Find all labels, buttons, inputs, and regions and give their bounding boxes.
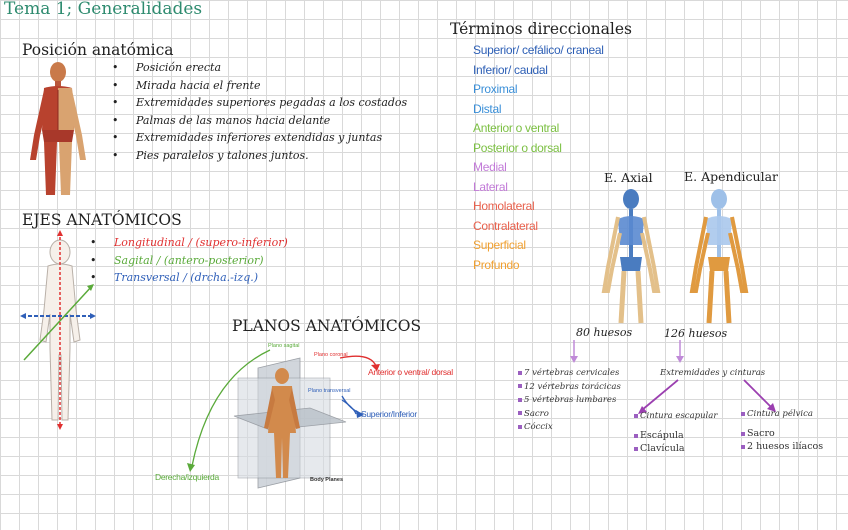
plano-sagital-label: Plano sagital [268, 343, 300, 349]
skeleton-apendicular-image [684, 187, 754, 327]
eje-transversal-label: Transversal / (drcha.-izq.) [114, 271, 259, 284]
bullet-square-icon [741, 445, 745, 449]
bullet-square-icon [634, 434, 638, 438]
termino-item: Distal [473, 101, 502, 116]
eje-longitudinal-label: Longitudinal / (supero-inferior) [114, 236, 288, 249]
terminos-list [473, 41, 604, 275]
termino-item: Medial [473, 160, 507, 174]
pelvica-item [741, 427, 823, 440]
eje-longitudinal [90, 234, 288, 252]
ejes-figure-image [18, 230, 98, 430]
termino-item: Contralateral [473, 218, 538, 233]
pelvica-item-label: Sacro [747, 428, 775, 439]
bullet-square-icon [518, 398, 522, 402]
bullet-square-icon [518, 425, 522, 429]
page-title: Tema 1; Generalidades [4, 0, 203, 19]
termino-item: Profundo [473, 257, 520, 272]
termino-item: Anterior o ventral [473, 121, 559, 135]
anatomy-figure-image [22, 60, 94, 200]
plano-transversal-label: Plano transversal [308, 388, 351, 394]
axial-item [518, 421, 621, 435]
cintura-escapular [634, 411, 717, 421]
bullet-square-icon [518, 371, 522, 375]
termino-item: Inferior/ caudal [473, 62, 548, 77]
escapular-item-label: Escápula [640, 430, 684, 441]
list-item: • Pies paralelos y talones juntos. [112, 147, 407, 165]
pelvica-item-label: 2 huesos ilíacos [747, 441, 824, 452]
eje-transversal [90, 269, 288, 287]
axial-count: 80 huesos [576, 326, 633, 339]
skeleton-axial-image [596, 187, 666, 327]
posicion-list [112, 59, 407, 164]
apendicular-count: 126 huesos [664, 327, 728, 340]
bullet-square-icon [518, 411, 522, 415]
ejes-heading: EJES ANATÓMICOS [22, 211, 182, 229]
axial-item-label: Cóccix [524, 422, 553, 432]
escapular-list [634, 429, 685, 455]
escapular-item [634, 442, 685, 455]
axial-heading: E. Axial [604, 170, 653, 185]
apendicular-title: Extremidades y cinturas [660, 368, 766, 378]
axial-item [518, 381, 621, 395]
list-item: • Mirada hacia el frente [112, 77, 407, 95]
list-item: • Palmas de las manos hacia delante [112, 112, 407, 130]
pelvica-list [741, 427, 823, 453]
anterior-dorsal-label: Anterior o ventral/ dorsal [368, 367, 453, 377]
escapular-item [634, 429, 685, 442]
list-item: • Extremidades superiores pegadas a los costados [112, 94, 407, 112]
cintura-pelvica [741, 409, 813, 419]
termino-item: Proximal [473, 82, 518, 96]
termino-item: Posterior o dorsal [473, 140, 562, 155]
posicion-heading: Posición anatómica [22, 41, 174, 59]
apendicular-heading: E. Apendicular [684, 169, 779, 184]
derecha-izquierda-label: Derecha/izquierda [155, 472, 219, 482]
axial-item [518, 367, 621, 381]
axial-item-label: 5 vértebras lumbares [524, 395, 617, 405]
list-item: • Posición erecta [112, 59, 407, 77]
terminos-heading: Términos direccionales [450, 20, 632, 38]
bullet-square-icon [741, 412, 745, 416]
planos-heading: PLANOS ANATÓMICOS [232, 317, 422, 335]
bullet-square-icon [634, 414, 638, 418]
cintura-pelvica-label: Cintura pélvica [747, 409, 813, 419]
termino-item: Homolateral [473, 199, 535, 213]
body-planes-label: Body Planes [310, 477, 344, 483]
cintura-escapular-label: Cintura escapular [640, 411, 718, 421]
termino-item: Lateral [473, 179, 508, 194]
axial-list [518, 367, 621, 435]
escapular-item-label: Clavícula [640, 443, 685, 454]
plano-coronal-label: Plano coronal [314, 352, 348, 358]
axial-item-label: 7 vértebras cervicales [524, 368, 620, 378]
bullet-square-icon [518, 384, 522, 388]
bullet-square-icon [741, 432, 745, 436]
eje-sagital-label: Sagital / (antero-posterior) [114, 253, 264, 267]
superior-inferior-label: Superior/Inferior [361, 409, 417, 419]
axial-item [518, 394, 621, 408]
ejes-list [90, 234, 288, 287]
axial-item [518, 408, 621, 422]
termino-item: Superficial [473, 238, 526, 252]
bullet-square-icon [634, 447, 638, 451]
axial-item-label: 12 vértebras torácicas [524, 381, 621, 392]
axial-item-label: Sacro [524, 408, 549, 419]
eje-sagital [90, 252, 288, 270]
list-item: • Extremidades inferiores extendidas y juntas [112, 129, 407, 147]
pelvica-item [741, 440, 823, 453]
termino-item: Superior/ cefálico/ craneal [473, 43, 604, 57]
planos-diagram [150, 338, 470, 493]
